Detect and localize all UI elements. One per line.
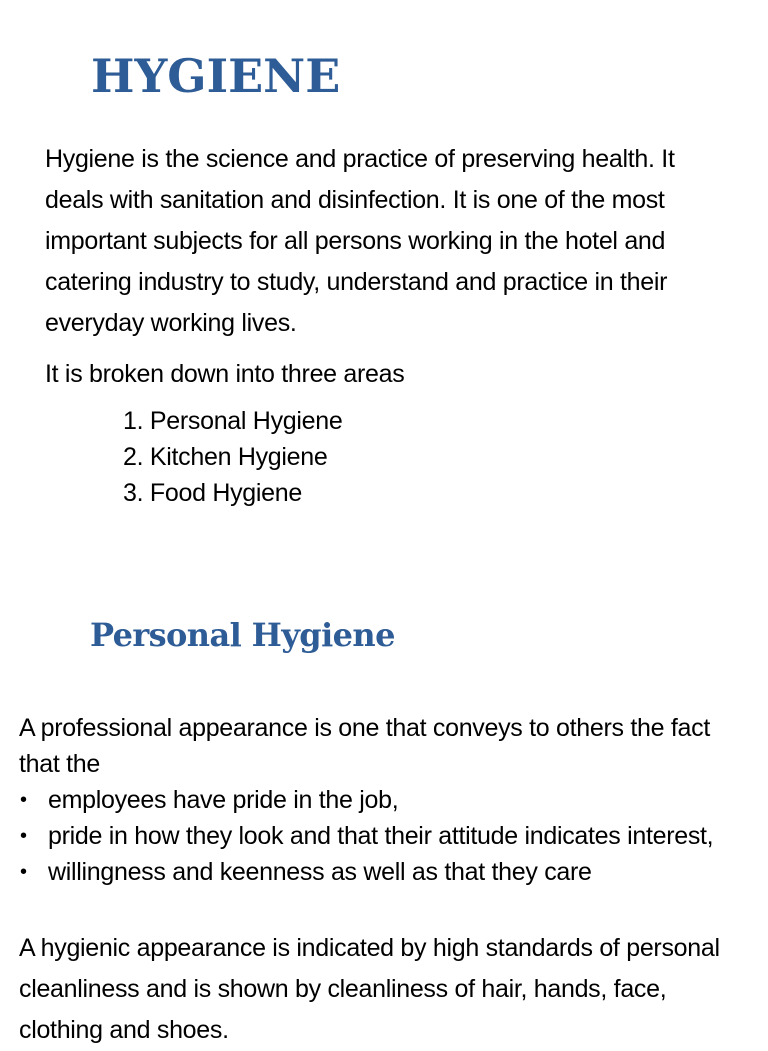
bullet-text: employees have pride in the job, xyxy=(48,786,399,814)
page-title: HYGIENE xyxy=(91,49,341,103)
professional-appearance-paragraph: A professional appearance is one that conveys to others the fact that the xyxy=(19,714,710,778)
bullet-icon: • xyxy=(20,861,27,883)
bullet-icon: • xyxy=(20,789,27,811)
areas-list-item: 3. Food Hygiene xyxy=(123,479,302,507)
bullet-list-item xyxy=(19,818,739,854)
appearance-bullet-list xyxy=(19,782,739,890)
bullet-text: willingness and keenness as well as that they care xyxy=(48,858,592,886)
bullet-list-item xyxy=(19,854,739,890)
areas-list-item: 1. Personal Hygiene xyxy=(123,407,343,435)
areas-list-item: 2. Kitchen Hygiene xyxy=(123,443,328,471)
bullet-icon: • xyxy=(20,825,27,847)
section-heading-personal-hygiene: Personal Hygiene xyxy=(90,616,395,654)
bullet-text: pride in how they look and that their attitude indicates interest, xyxy=(48,822,714,850)
hygienic-appearance-paragraph: A hygienic appearance is indicated by high standards of personal cleanliness and is shown by cleanliness of hair, hands, face, clothing and shoes. xyxy=(19,934,720,1044)
intro-paragraph: Hygiene is the science and practice of preserving health. It deals with sanitation and disinfection. It is one of the most important subjects for all persons working in the hotel and catering industry to study, understand and practice in their everyday working lives. xyxy=(45,145,675,337)
areas-lead-text: It is broken down into three areas xyxy=(45,360,405,388)
bullet-list-item xyxy=(19,782,739,818)
areas-list xyxy=(123,403,342,511)
